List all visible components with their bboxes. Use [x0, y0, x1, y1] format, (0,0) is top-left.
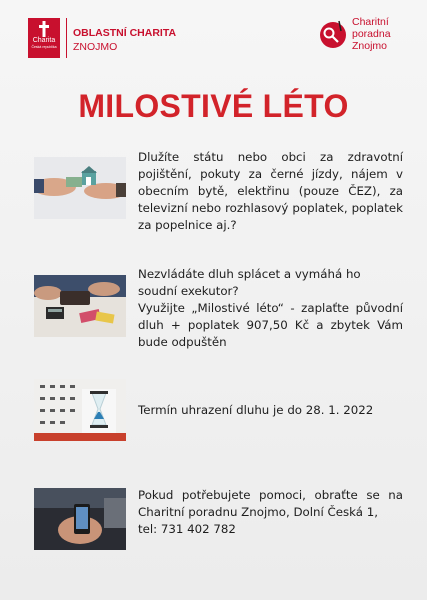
charitni-poradna-logo — [318, 16, 391, 52]
badge-subtext: Česká republika — [31, 45, 57, 49]
section-executor-text — [138, 266, 403, 351]
poradna-line2: poradna — [352, 28, 391, 40]
contact-phone: tel: 731 402 782 — [138, 522, 236, 536]
page-title: MILOSTIVÉ LÉTO — [78, 88, 349, 124]
money-handover-icon — [34, 157, 126, 219]
org-name — [73, 18, 176, 54]
contact-address: Pokud potřebujete pomoci, obraťte se na Charitní poradnu Znojmo, Dolní Česká 1, — [138, 488, 403, 519]
poradna-line3: Znojmo — [352, 40, 388, 52]
org-name-line2: ZNOJMO — [73, 41, 118, 53]
empty-wallet-icon — [34, 275, 126, 337]
poradna-name — [352, 16, 391, 52]
badge-text: Charita — [32, 37, 56, 44]
executor-question: Nezvládáte dluh splácet a vymáhá ho soudní exekutor? — [138, 267, 361, 298]
oblastni-charita-logo — [28, 18, 176, 58]
section-deadline-text: Termín uhrazení dluhu je do 28. 1. 2022 — [138, 403, 374, 417]
calendar-hourglass-icon — [34, 379, 126, 441]
executor-offer: Využijte „Milostivé léto“ - zaplaťte původní dluh + poplatek 907,50 Kč a zbytek Vám bude odpuštěn — [138, 301, 403, 349]
section-contact-text — [138, 487, 403, 538]
logo-divider — [66, 18, 67, 58]
org-name-line1: OBLASTNÍ CHARITA — [73, 27, 177, 39]
cross-flame-icon — [37, 21, 51, 37]
phone-in-hand-icon — [34, 488, 126, 550]
charita-badge — [28, 18, 60, 58]
poradna-emblem-icon — [318, 19, 348, 49]
section-debts-text: Dlužíte státu nebo obci za zdravotní pojištění, pokuty za černé jízdy, nájem v obecním bytě, elektřinu (pouze ČEZ), za televizní nebo rozhlasový poplatek, poplatek za popelnice aj.? — [138, 150, 403, 232]
poradna-line1: Charitní — [352, 16, 389, 28]
